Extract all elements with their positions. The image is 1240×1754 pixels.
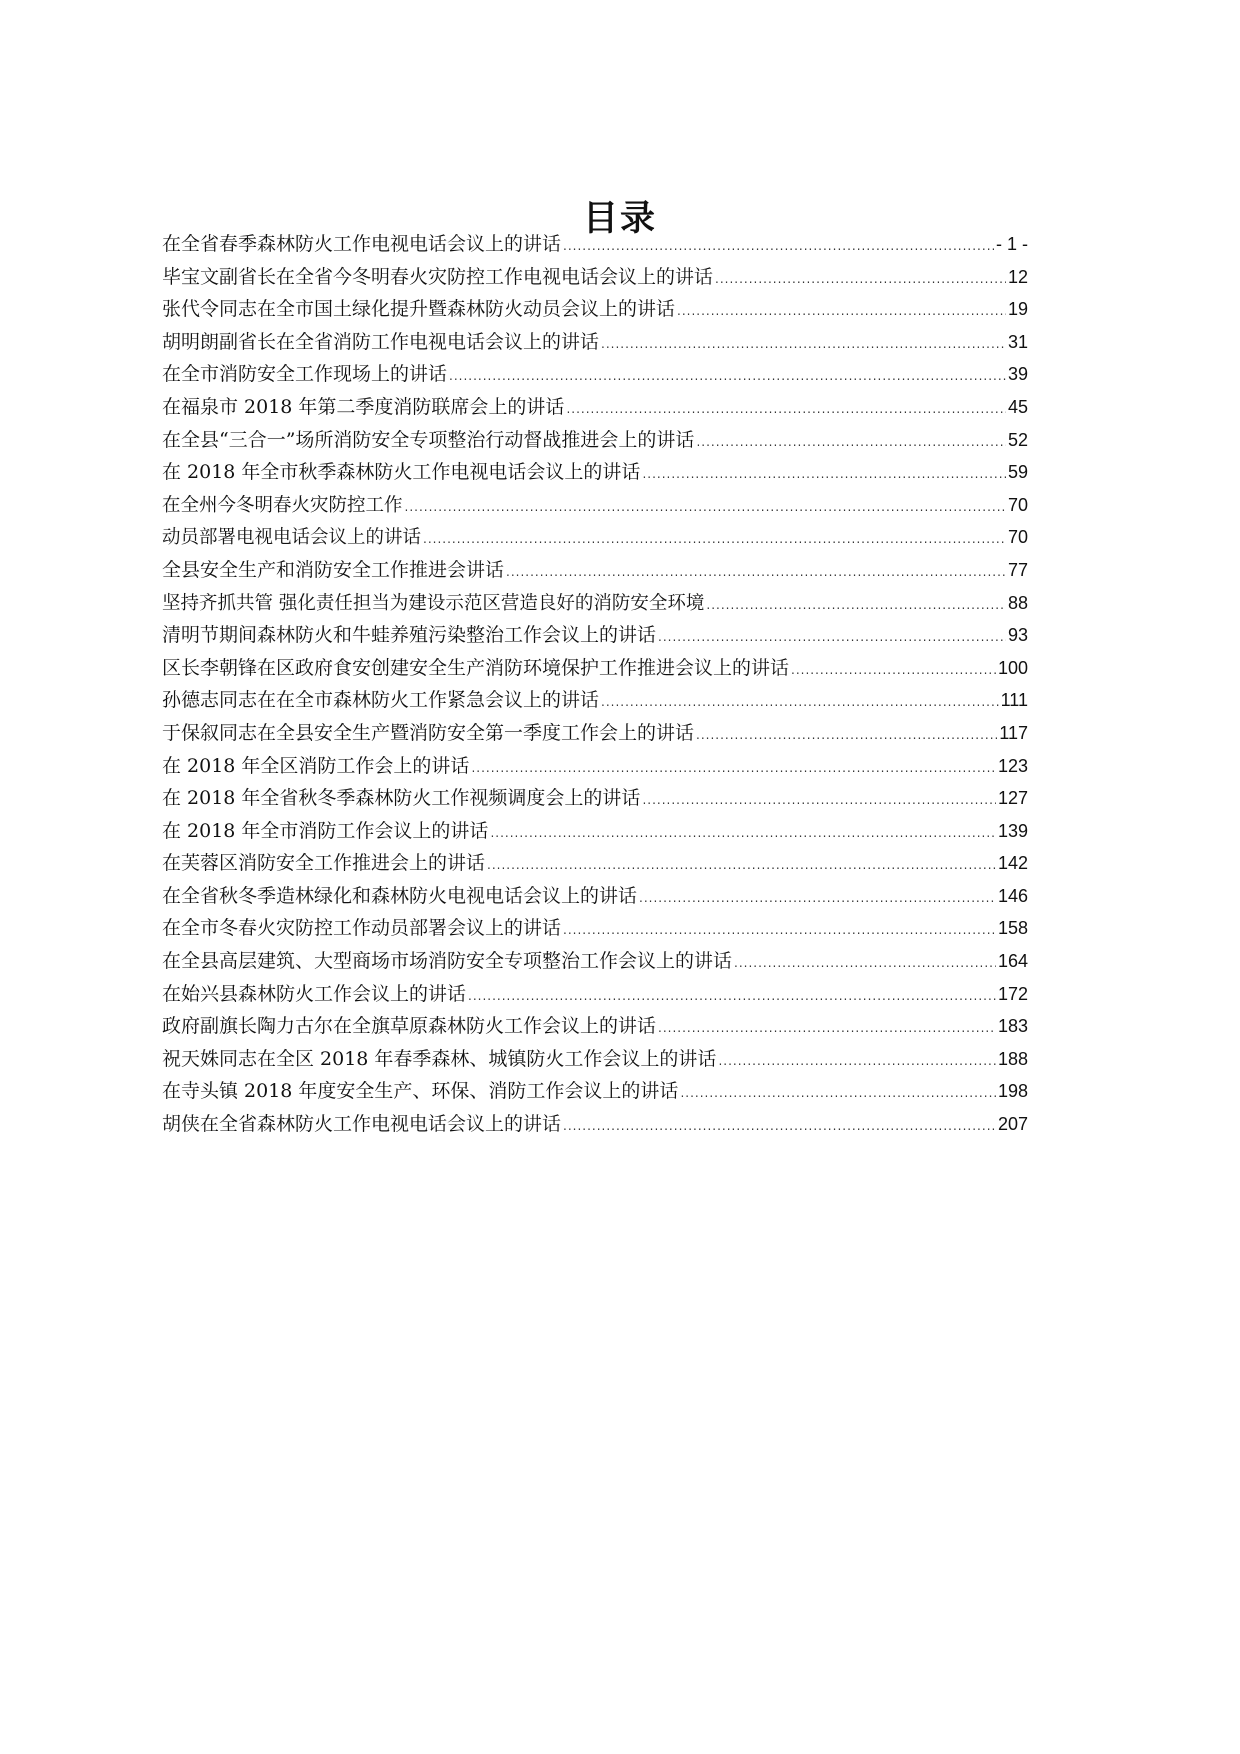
- toc-leader-dots: [706, 589, 1006, 622]
- toc-entry-title: 在全州今冬明春火灾防控工作: [162, 494, 403, 516]
- toc-entry[interactable]: [162, 717, 1028, 750]
- toc-entry-title: 在 2018 年全市秋季森林防火工作电视电话会议上的讲话: [162, 461, 641, 484]
- toc-entry-page: 45: [1007, 396, 1028, 417]
- toc-entry-page: 111: [1000, 690, 1028, 711]
- toc-entry-title: 政府副旗长陶力古尔在全旗草原森林防火工作会议上的讲话: [162, 1015, 657, 1038]
- toc-leader-dots: [563, 1110, 996, 1143]
- toc-leader-dots: [658, 621, 1006, 654]
- toc-entry-page: 207: [997, 1114, 1028, 1135]
- toc-entry[interactable]: [162, 293, 1028, 326]
- toc-entry-page: 70: [1007, 494, 1028, 515]
- toc-entry[interactable]: [162, 587, 1028, 620]
- toc-entry-page: 188: [997, 1048, 1028, 1069]
- toc-entry[interactable]: [162, 554, 1028, 587]
- toc-leader-dots: [734, 947, 996, 980]
- toc-leader-dots: [601, 686, 999, 719]
- toc-entry-page: 139: [997, 820, 1028, 841]
- toc-entry-page: 31: [1007, 331, 1028, 352]
- toc-leader-dots: [677, 295, 1006, 328]
- toc-entry-title: 在福泉市 2018 年第二季度消防联席会上的讲话: [162, 395, 565, 418]
- toc-leader-dots: [566, 393, 1006, 426]
- toc-entry[interactable]: [162, 1075, 1028, 1108]
- toc-entry-page: 117: [999, 722, 1028, 743]
- toc-entry-title: 在全县“三合一”场所消防安全专项整治行动督战推进会上的讲话: [162, 428, 695, 451]
- toc-leader-dots: [563, 914, 996, 947]
- toc-leader-dots: [405, 491, 1006, 524]
- toc-entry-title: 在始兴县森林防火工作会议上的讲话: [162, 982, 467, 1005]
- toc-entry-page: 39: [1007, 364, 1028, 385]
- toc-leader-dots: [680, 1077, 996, 1110]
- toc-entry[interactable]: [162, 1108, 1028, 1141]
- toc-entry-title: 在全省春季森林防火工作电视电话会议上的讲话: [162, 233, 562, 255]
- toc-entry-title: 在全县高层建筑、大型商场市场消防安全专项整治工作会议上的讲话: [162, 950, 733, 973]
- toc-leader-dots: [601, 328, 1006, 361]
- toc-entry[interactable]: [162, 619, 1028, 652]
- toc-entry[interactable]: [162, 456, 1028, 489]
- toc-leader-dots: [715, 263, 1006, 296]
- toc-entry[interactable]: [162, 912, 1028, 945]
- toc-entry-page: 158: [997, 918, 1028, 939]
- toc-entry[interactable]: [162, 391, 1028, 424]
- toc-entry-page: 19: [1007, 299, 1028, 320]
- toc-entry[interactable]: [162, 945, 1028, 978]
- toc-entry[interactable]: [162, 326, 1028, 359]
- toc-entry[interactable]: [162, 1043, 1028, 1076]
- toc-entry[interactable]: [162, 684, 1028, 717]
- toc-entry-title: 在全省秋冬季造林绿化和森林防火电视电话会议上的讲话: [162, 884, 638, 907]
- toc-entry-page: 198: [997, 1081, 1028, 1102]
- toc-leader-dots: [490, 817, 996, 850]
- toc-entry-page: 172: [997, 983, 1028, 1004]
- toc-entry-page: 100: [997, 657, 1028, 678]
- toc-entry-title: 祝天姝同志在全区 2018 年春季森林、城镇防火工作会议上的讲话: [162, 1047, 717, 1070]
- toc-leader-dots: [449, 360, 1006, 393]
- toc-entry-title: 在 2018 年全省秋冬季森林防火工作视频调度会上的讲话: [162, 787, 641, 810]
- toc-leader-dots: [696, 426, 1006, 459]
- toc-entry[interactable]: [162, 228, 1028, 261]
- toc-entry[interactable]: [162, 358, 1028, 391]
- toc-leader-dots: [696, 719, 997, 752]
- toc-entry-title: 张代令同志在全市国土绿化提升暨森林防火动员会议上的讲话: [162, 298, 676, 321]
- toc-entry-title: 毕宝文副省长在全省今冬明春火灾防控工作电视电话会议上的讲话: [162, 265, 714, 288]
- toc-entry-title: 清明节期间森林防火和牛蛙养殖污染整治工作会议上的讲话: [162, 624, 657, 647]
- toc-entry[interactable]: [162, 880, 1028, 913]
- toc-entry[interactable]: [162, 489, 1028, 522]
- toc-entry-title: 在全市消防安全工作现场上的讲话: [162, 363, 448, 386]
- toc-leader-dots: [642, 458, 1006, 491]
- toc-entry-page: 70: [1007, 527, 1028, 548]
- toc-leader-dots: [563, 230, 994, 263]
- toc-entry-title: 在芙蓉区消防安全工作推进会上的讲话: [162, 852, 486, 875]
- toc-entry-page: 127: [997, 788, 1028, 809]
- toc-entry[interactable]: [162, 424, 1028, 457]
- toc-entry-title: 在 2018 年全区消防工作会上的讲话: [162, 754, 470, 777]
- toc-entry-title: 胡明朗副省长在全省消防工作电视电话会议上的讲话: [162, 330, 600, 353]
- toc-title: 目录: [582, 199, 657, 240]
- toc-entry-page: 59: [1007, 462, 1028, 483]
- toc-entry-page: 142: [997, 853, 1028, 874]
- toc-entry-page: 146: [997, 885, 1028, 906]
- toc-entry-page: 93: [1007, 625, 1028, 646]
- toc-entry-page: 77: [1007, 559, 1028, 580]
- toc-entry-title: 胡侠在全省森林防火工作电视电话会议上的讲话: [162, 1113, 562, 1136]
- toc-entry[interactable]: [162, 750, 1028, 783]
- toc-entry-page: 12: [1007, 266, 1028, 287]
- toc-entry-title: 全县安全生产和消防安全工作推进会讲话: [162, 558, 505, 581]
- toc-leader-dots: [423, 523, 1006, 556]
- toc-entry[interactable]: [162, 815, 1028, 848]
- toc-entry[interactable]: [162, 1010, 1028, 1043]
- toc-entry-title: 在 2018 年全市消防工作会议上的讲话: [162, 819, 489, 842]
- toc-leader-dots: [639, 882, 996, 915]
- toc-list: [162, 228, 1028, 1141]
- toc-entry[interactable]: [162, 652, 1028, 685]
- toc-entry-title: 于保叙同志在全县安全生产暨消防安全第一季度工作会上的讲话: [162, 721, 695, 744]
- toc-leader-dots: [506, 556, 1006, 589]
- toc-leader-dots: [642, 784, 996, 817]
- toc-leader-dots: [487, 849, 996, 882]
- toc-entry-page: 123: [997, 755, 1028, 776]
- toc-entry[interactable]: [162, 261, 1028, 294]
- toc-entry-title: 在全市冬春火灾防控工作动员部署会议上的讲话: [162, 917, 562, 940]
- toc-entry-title: 动员部署电视电话会议上的讲话: [162, 527, 422, 549]
- toc-leader-dots: [658, 1012, 996, 1045]
- toc-entry-page: - 1 -: [995, 234, 1028, 254]
- toc-entry-page: 52: [1007, 429, 1028, 450]
- toc-entry-title: 区长李朝锋在区政府食安创建安全生产消防环境保护工作推进会议上的讲话: [162, 656, 790, 679]
- toc-leader-dots: [471, 752, 996, 785]
- toc-leader-dots: [791, 654, 996, 687]
- toc-entry-title: 在寺头镇 2018 年度安全生产、环保、消防工作会议上的讲话: [162, 1080, 679, 1103]
- toc-entry-title: 坚持齐抓共管 强化责任担当为建设示范区营造良好的消防安全环境: [162, 592, 705, 614]
- toc-leader-dots: [718, 1045, 996, 1078]
- toc-leader-dots: [468, 980, 996, 1013]
- toc-entry[interactable]: [162, 978, 1028, 1011]
- toc-entry[interactable]: [162, 521, 1028, 554]
- toc-entry-page: 88: [1007, 592, 1028, 613]
- toc-entry-title: 孙德志同志在在全市森林防火工作紧急会议上的讲话: [162, 689, 600, 712]
- toc-entry[interactable]: [162, 782, 1028, 815]
- toc-entry-page: 183: [997, 1016, 1028, 1037]
- toc-entry-page: 164: [997, 951, 1028, 972]
- toc-entry[interactable]: [162, 847, 1028, 880]
